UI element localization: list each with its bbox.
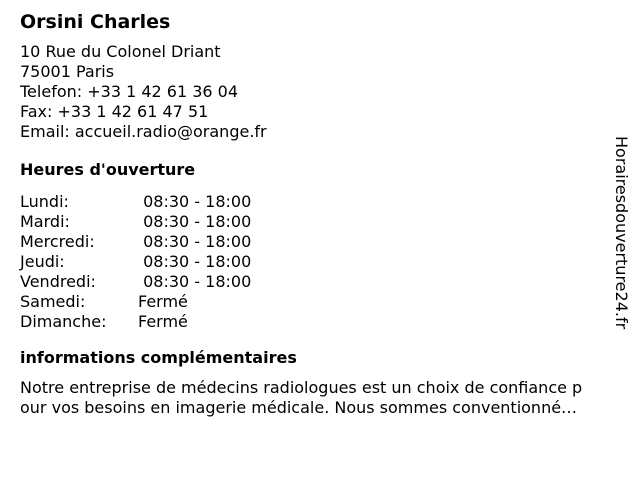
hours-title: Heures d'ouverture bbox=[20, 160, 196, 179]
day-label: Mercredi: bbox=[20, 232, 95, 251]
time-value: 08:30 - 18:00 bbox=[138, 272, 252, 291]
day-label: Samedi: bbox=[20, 292, 86, 311]
hours-row-wednesday bbox=[20, 232, 620, 252]
info-line-1: Notre entreprise de médecins radiologues est un choix de confiance p bbox=[20, 378, 583, 397]
hours-row-saturday bbox=[20, 292, 620, 312]
hours-row-sunday bbox=[20, 312, 620, 332]
hours-row-tuesday bbox=[20, 212, 620, 232]
time-value: 08:30 - 18:00 bbox=[138, 212, 252, 231]
business-name: Orsini Charles bbox=[20, 11, 171, 33]
phone-number[interactable]: Telefon: +33 1 42 61 36 04 bbox=[20, 82, 239, 101]
fax-number: Fax: +33 1 42 61 47 51 bbox=[20, 102, 209, 121]
hours-row-thursday bbox=[20, 252, 620, 272]
day-label: Mardi: bbox=[20, 212, 70, 231]
info-description bbox=[20, 378, 620, 418]
hours-row-monday bbox=[20, 192, 620, 212]
day-label: Jeudi: bbox=[20, 252, 65, 271]
address-line-1: 10 Rue du Colonel Driant bbox=[20, 42, 221, 61]
time-value: 08:30 - 18:00 bbox=[138, 252, 252, 271]
info-line-2: our vos besoins en imagerie médicale. Nous sommes conventionné… bbox=[20, 398, 578, 417]
time-value: Fermé bbox=[138, 312, 188, 331]
site-watermark: Horairesdouverture24.fr bbox=[612, 136, 631, 330]
hours-row-friday bbox=[20, 272, 620, 292]
time-value: 08:30 - 18:00 bbox=[138, 192, 252, 211]
info-title: informations complémentaires bbox=[20, 348, 297, 367]
email-address[interactable]: Email: accueil.radio@orange.fr bbox=[20, 122, 267, 141]
day-label: Lundi: bbox=[20, 192, 69, 211]
business-card bbox=[20, 8, 620, 418]
address-line-2: 75001 Paris bbox=[20, 62, 115, 81]
time-value: Fermé bbox=[138, 292, 188, 311]
day-label: Dimanche: bbox=[20, 312, 107, 331]
hours-list bbox=[20, 192, 620, 332]
day-label: Vendredi: bbox=[20, 272, 96, 291]
time-value: 08:30 - 18:00 bbox=[138, 232, 252, 251]
